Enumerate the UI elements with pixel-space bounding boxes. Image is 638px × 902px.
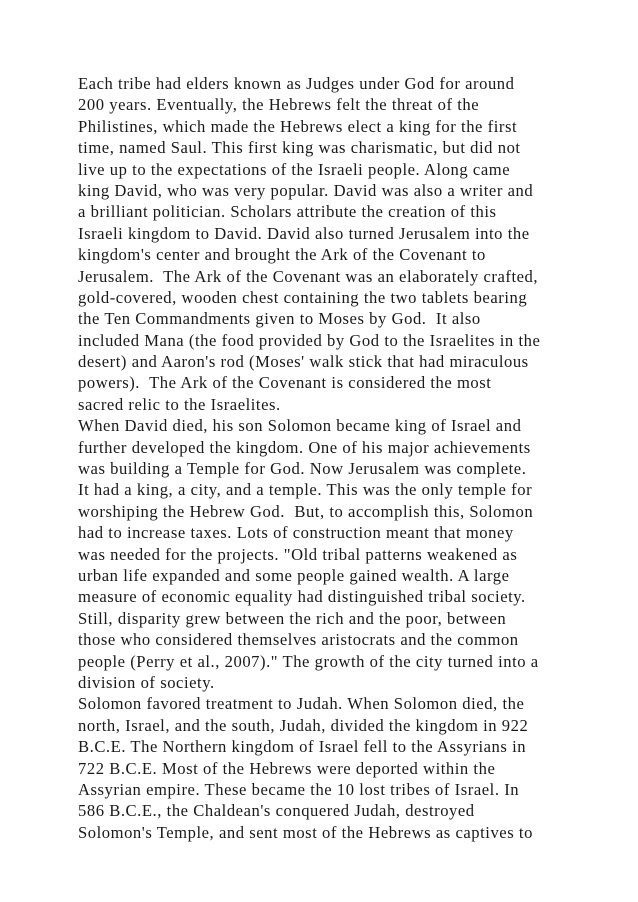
text-line: included Mana (the food provided by God to the Israelites in the (78, 330, 541, 350)
text-line: Philistines, which made the Hebrews elect a king for the first (78, 116, 518, 136)
text-line: a brilliant politician. Scholars attribute the creation of this (78, 202, 497, 222)
text-line: sacred relic to the Israelites. (78, 394, 281, 414)
text-line: further developed the kingdom. One of his major achievements (78, 437, 531, 457)
text-line: kingdom's center and brought the Ark of the Covenant to (78, 245, 486, 265)
text-line: powers). The Ark of the Covenant is considered the most (78, 373, 492, 393)
text-line: those who considered themselves aristocrats and the common (78, 630, 519, 650)
text-line: It had a king, a city, and a temple. This was the only temple for (78, 480, 533, 500)
text-line: Assyrian empire. These became the 10 lost tribes of Israel. In (78, 779, 520, 799)
text-line: had to increase taxes. Lots of construction meant that money (78, 523, 514, 543)
text-line: king David, who was very popular. David was also a writer and (78, 180, 534, 200)
text-line: the Ten Commandments given to Moses by God. It also (78, 309, 481, 329)
text-line: was needed for the projects. "Old tribal patterns weakened as (78, 544, 518, 564)
text-line: Each tribe had elders known as Judges under God for around (78, 74, 515, 93)
text-line: 586 B.C.E., the Chaldean's conquered Judah, destroyed (78, 801, 475, 821)
text-line: urban life expanded and some people gained wealth. A large (78, 565, 510, 585)
text-line: worshiping the Hebrew God. But, to accomplish this, Solomon (78, 501, 534, 521)
text-line: was building a Temple for God. Now Jerusalem was complete. (78, 459, 527, 479)
text-line: time, named Saul. This first king was charismatic, but did not (78, 138, 521, 158)
text-line: 200 years. Eventually, the Hebrews felt the threat of the (78, 95, 480, 115)
text-line: people (Perry et al., 2007)." The growth of the city turned into a (78, 651, 539, 671)
text-line: gold-covered, wooden chest containing the two tablets bearing (78, 287, 528, 307)
text-line: north, Israel, and the south, Judah, divided the kingdom in 922 (78, 715, 529, 735)
text-line: Solomon's Temple, and sent most of the Hebrews as captives to (78, 822, 533, 842)
text-line: Israeli kingdom to David. David also turned Jerusalem into the (78, 223, 530, 243)
text-line: When David died, his son Solomon became king of Israel and (78, 416, 522, 436)
text-line: live up to the expectations of the Israeli people. Along came (78, 159, 511, 179)
text-line: B.C.E. The Northern kingdom of Israel fell to the Assyrians in (78, 737, 527, 757)
body-text (78, 73, 578, 843)
text-line: Solomon favored treatment to Judah. When Solomon died, the (78, 694, 525, 714)
text-line: measure of economic equality had distinguished tribal society. (78, 587, 526, 607)
text-line: Still, disparity grew between the rich and the poor, between (78, 608, 507, 628)
text-line: division of society. (78, 672, 215, 692)
text-line: desert) and Aaron's rod (Moses' walk stick that had miraculous (78, 352, 529, 372)
text-line: 722 B.C.E. Most of the Hebrews were deported within the (78, 758, 496, 778)
text-line: Jerusalem. The Ark of the Covenant was an elaborately crafted, (78, 266, 539, 286)
